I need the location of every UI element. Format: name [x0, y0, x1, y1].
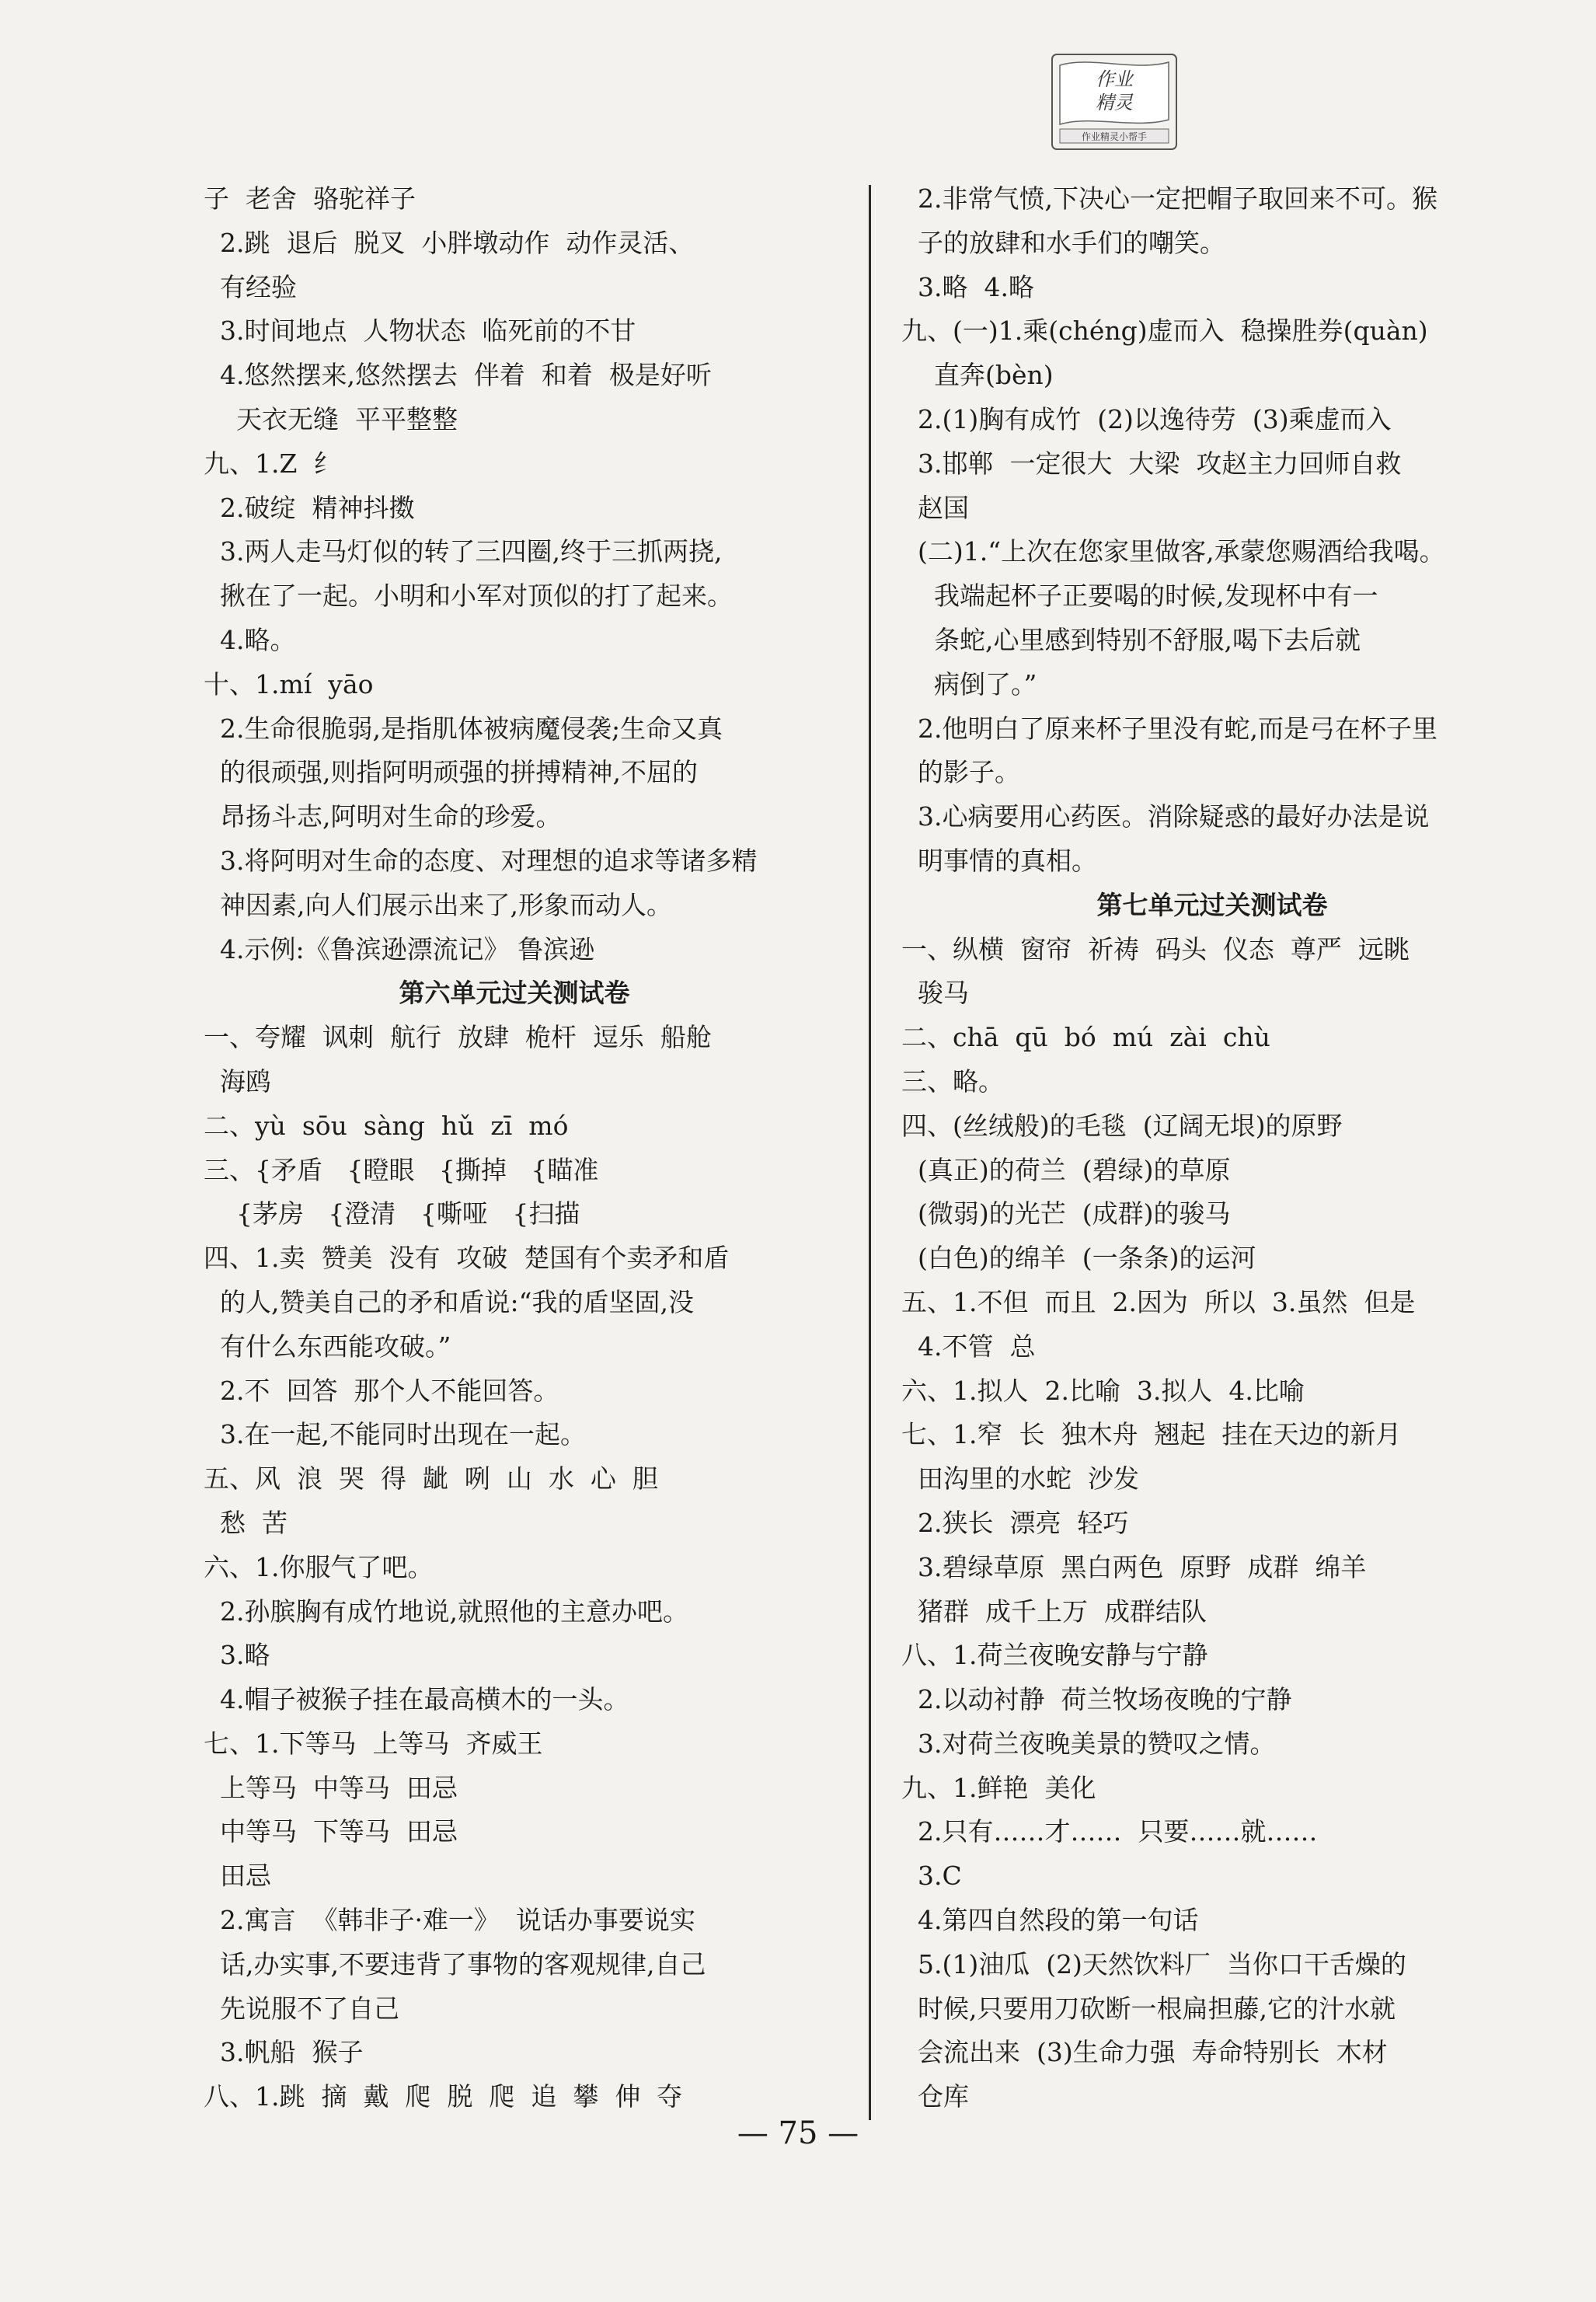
answer-line: 2.非常气愤,下决心一定把帽子取回来不可。猴: [901, 183, 1437, 214]
answer-line: 先说服不了自己: [204, 1993, 399, 2024]
answer-line: 2.狭长 漂亮 轻巧: [901, 1507, 1129, 1538]
answer-line: 昂扬斗志,阿明对生命的珍爱。: [204, 801, 562, 832]
answer-line: 田忌: [204, 1861, 271, 1892]
answer-line: 七、1.窄 长 独木舟 翘起 挂在天边的新月: [901, 1419, 1402, 1450]
answer-line: 三、略。: [901, 1066, 1004, 1097]
answer-column-left: [204, 177, 825, 2119]
answer-line: 六、1.你服气了吧。: [204, 1551, 434, 1582]
section-heading: 第七单元过关测试卷: [1096, 889, 1328, 920]
answer-line: 3.邯郸 一定很大 大梁 攻赵主力回师自救: [901, 448, 1402, 479]
answer-line: 一、夸耀 讽刺 航行 放肆 桅杆 逗乐 船舱: [204, 1022, 712, 1053]
answer-line: 2.破绽 精神抖擞: [204, 492, 415, 523]
answer-line: 的人,赞美自己的矛和盾说:“我的盾坚固,没: [204, 1286, 694, 1317]
answer-line: 病倒了。”: [901, 668, 1037, 699]
answer-line: 六、1.拟人 2.比喻 3.拟人 4.比喻: [901, 1375, 1305, 1406]
answer-line: 4.示例:《鲁滨逊漂流记》 鲁滨逊: [204, 933, 595, 964]
answer-line: 2.孙膑胸有成竹地说,就照他的主意办吧。: [204, 1596, 688, 1627]
answer-line: 3.帆船 猴子: [204, 2037, 364, 2068]
answer-line: 3.碧绿草原 黑白两色 原野 成群 绵羊: [901, 1551, 1367, 1582]
answer-line: 4.第四自然段的第一句话: [901, 1905, 1199, 1936]
answer-line: 五、风 浪 哭 得 龇 咧 山 水 心 胆: [204, 1463, 658, 1495]
answer-line: 田沟里的水蛇 沙发: [901, 1463, 1139, 1495]
answer-line: 九、1.鲜艳 美化: [901, 1772, 1096, 1803]
answer-line: 直奔(bèn): [901, 360, 1054, 391]
answer-line: 八、1.跳 摘 戴 爬 脱 爬 追 攀 伸 夺: [204, 2081, 683, 2112]
answer-column-right: [901, 177, 1523, 2119]
answer-line: 2.他明白了原来杯子里没有蛇,而是弓在杯子里: [901, 713, 1437, 744]
answer-line: 3.在一起,不能同时出现在一起。: [204, 1419, 586, 1450]
column-divider: [869, 185, 871, 2120]
answer-line: 3.略: [204, 1640, 270, 1671]
answer-line: (白色)的绵羊 (一条条)的运河: [901, 1243, 1256, 1274]
answer-line: 2.跳 退后 脱叉 小胖墩动作 动作灵活、: [204, 227, 695, 258]
answer-line: 五、1.不但 而且 2.因为 所以 3.虽然 但是: [901, 1286, 1416, 1317]
answer-line: 4.略。: [204, 624, 296, 655]
answer-line: 4.帽子被猴子挂在最高横木的一头。: [204, 1684, 629, 1715]
answer-line: 3.时间地点 人物状态 临死前的不甘: [204, 316, 636, 347]
answer-line: 的很顽强,则指阿明顽强的拼搏精神,不屈的: [204, 757, 698, 788]
answer-line: 2.只有……才…… 只要……就……: [901, 1816, 1318, 1847]
answer-line: 时候,只要用刀砍断一根扁担藤,它的汁水就: [901, 1993, 1396, 2024]
answer-line: 会流出来 (3)生命力强 寿命特别长 木材: [901, 2037, 1388, 2068]
page-number: — 75 —: [737, 2115, 859, 2151]
svg-text:作业精灵小帮手: 作业精灵小帮手: [1081, 131, 1148, 142]
answer-line: 四、1.卖 赞美 没有 攻破 楚国有个卖矛和盾: [204, 1243, 730, 1274]
answer-line: 骏马: [901, 978, 969, 1009]
answer-line: 二、yù sōu sàng hǔ zī mó: [204, 1110, 569, 1141]
logo-stamp: [1043, 48, 1186, 159]
answer-line: (二)1.“上次在您家里做客,承蒙您赐酒给我喝。: [901, 536, 1445, 567]
answer-line: 2.寓言 《韩非子·难一》 说话办事要说实: [204, 1905, 695, 1936]
answer-line: 我端起杯子正要喝的时候,发现杯中有一: [901, 581, 1378, 612]
answer-line: 明事情的真相。: [901, 845, 1097, 876]
answer-line: 仓库: [901, 2081, 969, 2112]
answer-line: (微弱)的光芒 (成群)的骏马: [901, 1198, 1231, 1229]
answer-line: 3.对荷兰夜晚美景的赞叹之情。: [901, 1728, 1276, 1759]
answer-line: 5.(1)油瓜 (2)天然饮料厂 当你口干舌燥的: [901, 1948, 1406, 1979]
answer-line: 3.心病要用心药医。消除疑惑的最好办法是说: [901, 801, 1430, 832]
answer-line: 猪群 成千上万 成群结队: [901, 1596, 1207, 1627]
answer-line: 2.不 回答 那个人不能回答。: [204, 1375, 559, 1406]
answer-line: 4.悠然摆来,悠然摆去 伴着 和着 极是好听: [204, 360, 712, 391]
answer-line: 揪在了一起。小明和小军对顶似的打了起来。: [204, 581, 733, 612]
answer-line: 话,办实事,不要违背了事物的客观规律,自己: [204, 1948, 706, 1979]
answer-line: 三、{矛盾 {瞪眼 {撕掉 {瞄准: [204, 1154, 599, 1185]
answer-line: 上等马 中等马 田忌: [204, 1772, 458, 1803]
answer-line: 3.C: [901, 1861, 962, 1892]
answer-line: 一、纵横 窗帘 祈祷 码头 仪态 尊严 远眺: [901, 933, 1410, 964]
answer-line: 2.以动衬静 荷兰牧场夜晚的宁静: [901, 1684, 1292, 1715]
answer-line: 中等马 下等马 田忌: [204, 1816, 458, 1847]
answer-line: {茅房 {澄清 {嘶哑 {扫描: [204, 1198, 580, 1229]
answer-line: 七、1.下等马 上等马 齐威王: [204, 1728, 543, 1759]
answer-line: 八、1.荷兰夜晚安静与宁静: [901, 1640, 1208, 1671]
answer-line: 2.(1)胸有成竹 (2)以逸待劳 (3)乘虚而入: [901, 403, 1392, 434]
answer-line: 2.生命很脆弱,是指肌体被病魔侵袭;生命又真: [204, 713, 723, 744]
answer-line: 九、(一)1.乘(chéng)虚而入 稳操胜券(quàn): [901, 316, 1428, 347]
answer-line: 四、(丝绒般)的毛毯 (辽阔无垠)的原野: [901, 1110, 1343, 1141]
answer-line: 有经验: [204, 271, 297, 302]
svg-text:精灵: 精灵: [1096, 92, 1133, 113]
answer-line: 十、1.mí yāo: [204, 668, 374, 699]
section-heading: 第六单元过关测试卷: [399, 978, 630, 1009]
answer-line: 3.略 4.略: [901, 271, 1034, 302]
answer-line: 愁 苦: [204, 1507, 287, 1538]
answer-line: 条蛇,心里感到特别不舒服,喝下去后就: [901, 624, 1361, 655]
answer-line: 二、chā qū bó mú zài chù: [901, 1022, 1270, 1053]
answer-line: (真正)的荷兰 (碧绿)的草原: [901, 1154, 1231, 1185]
answer-line: 海鸥: [204, 1066, 271, 1097]
answer-line: 有什么东西能攻破。”: [204, 1331, 451, 1362]
answer-line: 3.将阿明对生命的态度、对理想的追求等诸多精: [204, 845, 758, 876]
svg-text:作业: 作业: [1096, 68, 1133, 90]
answer-line: 子 老舍 骆驼祥子: [204, 183, 416, 214]
answer-line: 4.不管 总: [901, 1331, 1036, 1362]
answer-line: 的影子。: [901, 757, 1020, 788]
answer-line: 3.两人走马灯似的转了三四圈,终于三抓两挠,: [204, 536, 723, 567]
answer-line: 赵国: [901, 492, 969, 523]
answer-line: 神因素,向人们展示出来了,形象而动人。: [204, 889, 672, 920]
answer-line: 子的放肆和水手们的嘲笑。: [901, 227, 1225, 258]
answer-line: 九、1.Z 纟: [204, 448, 340, 479]
answer-line: 天衣无缝 平平整整: [204, 403, 458, 434]
